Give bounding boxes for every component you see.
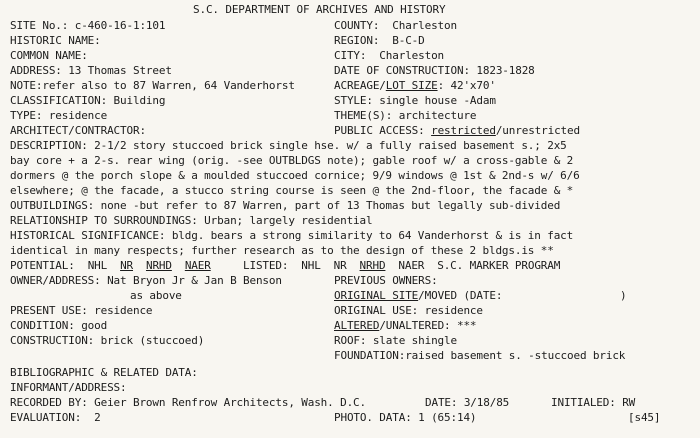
potential-nhl: NHL — [87, 259, 108, 272]
date-of-construction: DATE OF CONSTRUCTION: 1823-1828 — [334, 64, 535, 77]
listed-nrhd: NRHD — [359, 259, 386, 272]
site-number: SITE No.: c-460-16-1:101 — [10, 19, 166, 32]
construction: CONSTRUCTION: brick (stuccoed) — [10, 334, 205, 347]
county: COUNTY: Charleston — [334, 19, 457, 32]
listed-nhl: NHL — [301, 259, 321, 272]
potential-label: POTENTIAL: — [10, 259, 75, 272]
description-line: bay core + a 2-s. rear wing (orig. -see OUTBLDGS note); gable roof w/ a cross-gable & 2 — [10, 154, 574, 167]
photo-data: PHOTO. DATA: 1 (65:14) — [334, 411, 477, 424]
altered-unaltered — [334, 319, 476, 332]
roof: ROOF: slate shingle — [334, 334, 457, 347]
public-access — [334, 124, 580, 137]
style: STYLE: single house -Adam — [334, 94, 496, 107]
region: REGION: B-C-D — [334, 34, 425, 47]
description-line: dormers @ the porch slope & a moulded stuccoed cornice; 9/9 windows @ 1st & 2nd-s w/ 6/6 — [10, 169, 580, 182]
note: NOTE:refer also to 87 Warren, 64 Vanderhorst — [10, 79, 295, 92]
potential-nr: NR — [120, 259, 134, 272]
classification: CLASSIFICATION: Building — [10, 94, 166, 107]
previous-owners: PREVIOUS OWNERS: — [334, 274, 438, 287]
informant-address: INFORMANT/ADDRESS: — [10, 381, 127, 394]
significance-line: identical in many respects; further research as to the design of these 2 bldgs.is ** — [10, 244, 554, 257]
lot-size-value: : 42'x70' — [437, 79, 496, 92]
listed-naer: NAER — [398, 259, 425, 272]
public-access-restricted: restricted — [431, 124, 496, 137]
present-use: PRESENT USE: residence — [10, 304, 153, 317]
type: TYPE: residence — [10, 109, 108, 122]
potential-nrhd: NRHD — [145, 259, 172, 272]
listed-row — [243, 259, 560, 272]
condition: CONDITION: good — [10, 319, 108, 332]
marker-program: S.C. MARKER PROGRAM — [437, 259, 561, 272]
relationship-to-surroundings: RELATIONSHIP TO SURROUNDINGS: Urban; largely residential — [10, 214, 373, 227]
description-line: elsewhere; @ the facade, a stucco string course is seen @ the 2nd-floor, the facade & * — [10, 184, 574, 197]
significance-line: HISTORICAL SIGNIFICANCE: bldg. bears a strong similarity to 64 Vanderhorst & is in fact — [10, 229, 574, 242]
owner-address: OWNER/ADDRESS: Nat Bryon Jr & Jan B Benson — [10, 274, 282, 287]
moved-date: /MOVED (DATE: — [418, 289, 503, 302]
bibliographic-data: BIBLIOGRAPHIC & RELATED DATA: — [10, 366, 198, 379]
address: ADDRESS: 13 Thomas Street — [10, 64, 172, 77]
unaltered-value: /UNALTERED: *** — [379, 319, 477, 332]
lot-size-label: LOT SIZE — [385, 79, 438, 92]
original-site-moved — [334, 289, 502, 302]
city: CITY: Charleston — [334, 49, 445, 62]
initialed: INITIALED: RW — [551, 396, 636, 409]
owner-address-continued: as above — [130, 289, 182, 302]
potential-row — [10, 259, 211, 272]
outbuildings: OUTBUILDINGS: none -but refer to 87 Warren, part of 13 Thomas but legally sub-divided — [10, 199, 561, 212]
recorded-date: DATE: 3/18/85 — [425, 396, 510, 409]
acreage-label: ACREAGE/ — [334, 79, 386, 92]
public-access-label: PUBLIC ACCESS: — [334, 124, 432, 137]
public-access-unrestricted: /unrestricted — [495, 124, 580, 137]
description-line: DESCRIPTION: 2-1/2 story stuccoed brick single hse. w/ a fully raised basement s.; 2x5 — [10, 139, 567, 152]
acreage-lot-size — [334, 79, 496, 92]
listed-label: LISTED: — [243, 259, 289, 272]
potential-naer: NAER — [184, 259, 211, 272]
original-use: ORIGINAL USE: residence — [334, 304, 483, 317]
card-code: [s45] — [628, 411, 661, 424]
themes: THEME(S): architecture — [334, 109, 477, 122]
recorded-by: RECORDED BY: Geier Brown Renfrow Architects, Wash. D.C. — [10, 396, 366, 409]
foundation: FOUNDATION:raised basement s. -stuccoed brick — [334, 349, 626, 362]
card-header: S.C. DEPARTMENT OF ARCHIVES AND HISTORY — [193, 3, 446, 16]
original-site-label: ORIGINAL SITE — [334, 289, 419, 302]
moved-date-close: ) — [620, 289, 627, 302]
listed-nr: NR — [333, 259, 347, 272]
evaluation: EVALUATION: 2 — [10, 411, 101, 424]
historic-name: HISTORIC NAME: — [10, 34, 101, 47]
architect-contractor: ARCHITECT/CONTRACTOR: — [10, 124, 146, 137]
common-name: COMMON NAME: — [10, 49, 88, 62]
altered-label: ALTERED — [334, 319, 380, 332]
